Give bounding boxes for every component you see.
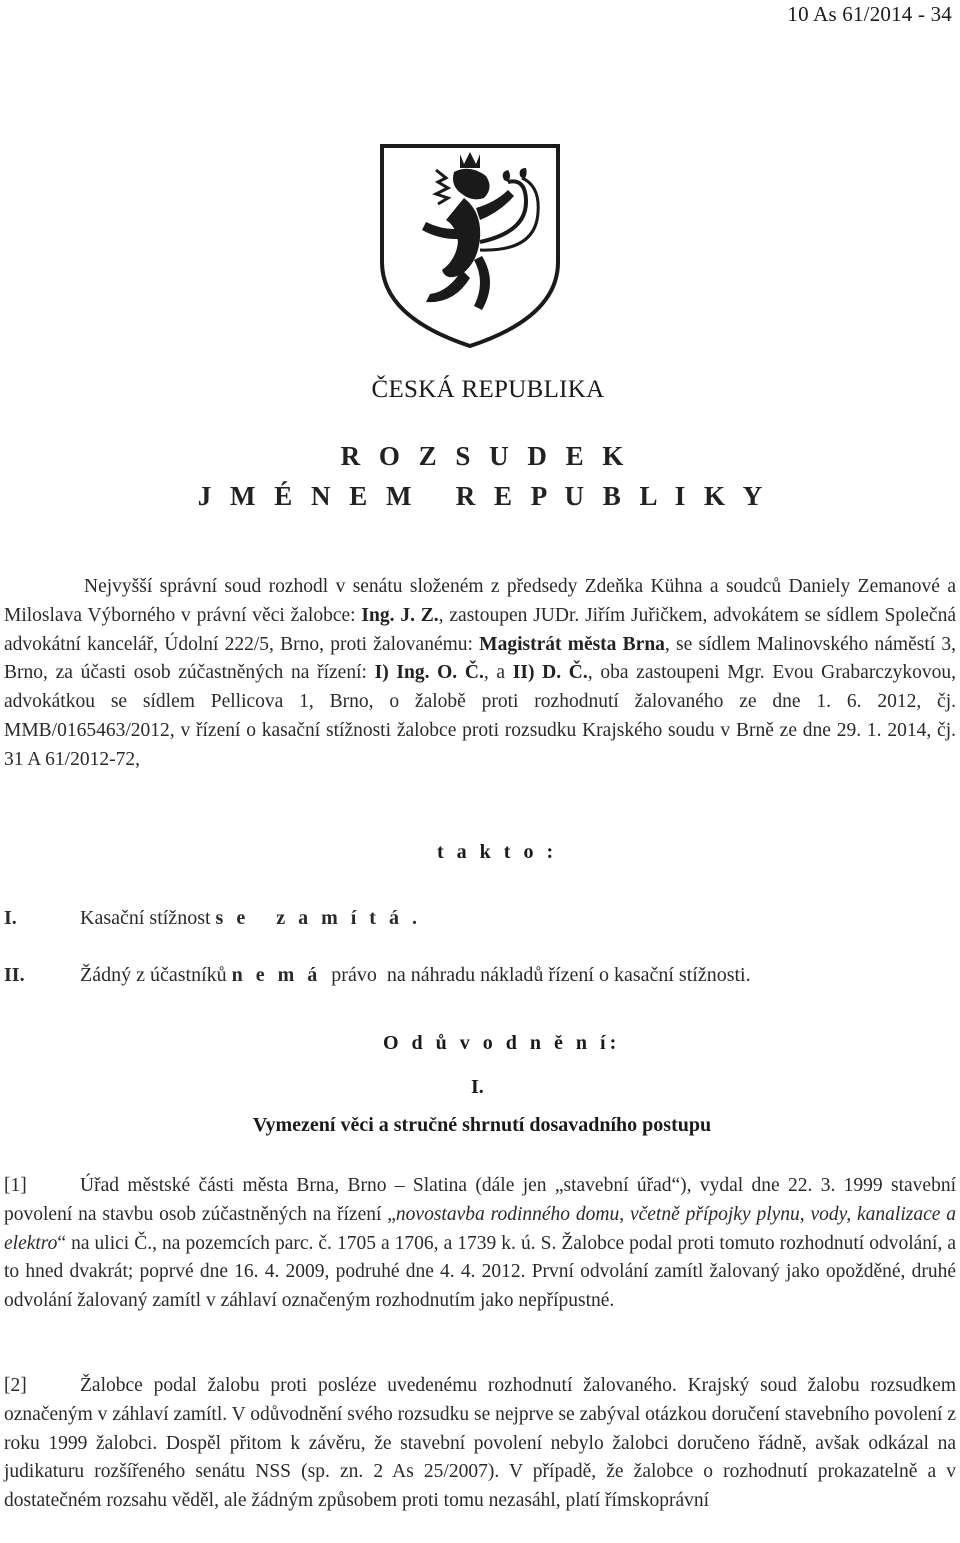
paragraph-text-2: “ na ulici Č., na pozemcích parc. č. 1705 a 1706, a 1739 k. ú. S. Žalobce podal proti tomuto rozhodnutí odvolání, a to hned dvakrát; poprvé dne 16. 4. 2009, podruhé dne 4. 4. 2012. První odvolání zamítl žalovaný jako opožděné, druhé odvolání žalovaný zamítl v záhlaví označeným rozhodnutím jako nepřípustné. — [4, 1232, 956, 1312]
section-number: I. — [471, 1076, 484, 1098]
intro-paragraph — [4, 573, 956, 775]
ruling-item-lead: Žádný z účastníků — [80, 964, 232, 986]
paragraph-italic-quote: novostavba rodinného domu, včetně přípojky plynu, vody, kanalizace a elektro — [4, 1203, 956, 1254]
plaintiff-name: Ing. J. Z. — [361, 604, 439, 626]
ruling-item-lead: Kasační stížnost — [80, 907, 216, 929]
ruling-item-number: I. — [4, 907, 17, 929]
paragraph-text-1: Úřad městské části města Brna, Brno – Slatina (dále jen „stavební úřad“), vydal dne 22. 3. 1999 stavební povolení na stavbu osob zúčastněných na řízení „ — [4, 1175, 956, 1225]
paragraph-number: [2] — [4, 1375, 27, 1396]
intro-text-5: , oba zastoupeni Mgr. Evou Grabarczykovou, advokátkou se sídlem Pellicova 1, Brno, o žalobě proti rozhodnutí žalovaného ze dne 1. 6. 2012, čj. MMB/0165463/2012, v řízení o kasační stížnosti žalobce proti rozsudku Krajského soudu v Brně ze dne 29. 1. 2014, čj. 31 A 61/2012-72, — [4, 662, 956, 770]
ruling-item-rest: právo na náhradu nákladů řízení o kasační stížnosti. — [321, 964, 751, 986]
paragraph-text-1: Žalobce podal žalobu proti posléze uvedenému rozhodnutí žalovaného. Krajský soud žalobu rozsudkem označeným v záhlaví zamítl. V odůvodnění svého rozsudku se nejprve se zabýval otázkou doručení stavebního povolení z roku 1999 žalobci. Dospěl přitom k závěru, že stavební povolení nebylo žalobci doručeno řádně, avšak odkázal na judikaturu rozšířeného senátu NSS (sp. zn. 2 As 25/2007). V případě, že žalobce o rozhodnutí prokazatelně a v dostatečném rozsahu věděl, ale žádným způsobem proti tomu nezasáhl, platí římskoprávní — [4, 1375, 956, 1512]
intro-text-2: , zastoupen JUDr. Jiřím Juřičkem, advokátem se sídlem Společná advokátní kancelář, Údolní 222/5, Brno, proti žalovanému: — [4, 604, 956, 655]
defendant-name: Magistrát města Brna — [479, 633, 665, 655]
in-name-of-republic-heading — [0, 481, 960, 512]
party-1-name: I) Ing. O. Č. — [374, 662, 484, 684]
section-title: Vymezení věci a stručné shrnutí dosavadního postupu — [252, 1114, 712, 1136]
in-name-text: J M É N E M R E P U B L I K Y — [197, 481, 769, 511]
ruling-item-text — [80, 907, 421, 930]
paragraph-1 — [4, 1172, 956, 1316]
reasoning-heading: O d ů v o d n ě n í: — [383, 1032, 621, 1054]
ruling-heading: t a k t o : — [437, 841, 558, 863]
ruling-item-emphasis: n e m á — [231, 964, 322, 986]
ruling-item-text — [80, 964, 751, 987]
intro-text-4: , a — [483, 662, 513, 684]
intro-text-1: Nejvyšší správní soud rozhodl v senátu složeném z předsedy Zdeňka Kühna a soudců Daniely Zemanové a Miloslava Výborného v právní věci žalobce: — [4, 576, 956, 626]
intro-text-3: , se sídlem Malinovského náměstí 3, Brno, za účasti osob zúčastněných na řízení: — [4, 633, 957, 684]
paragraph-2 — [4, 1372, 956, 1516]
ruling-item-number: II. — [4, 964, 25, 986]
country-heading: ČESKÁ REPUBLIKA — [371, 376, 605, 403]
czech-lion-coat-of-arms-icon — [376, 142, 564, 350]
verdict-heading: R O Z S U D E K — [340, 441, 630, 471]
party-2-name: II) D. Č. — [512, 662, 588, 684]
case-number: 10 As 61/2014 - 34 — [787, 2, 952, 26]
ruling-item-emphasis: s e z a m í t á . — [215, 907, 421, 929]
paragraph-number: [1] — [4, 1175, 27, 1196]
